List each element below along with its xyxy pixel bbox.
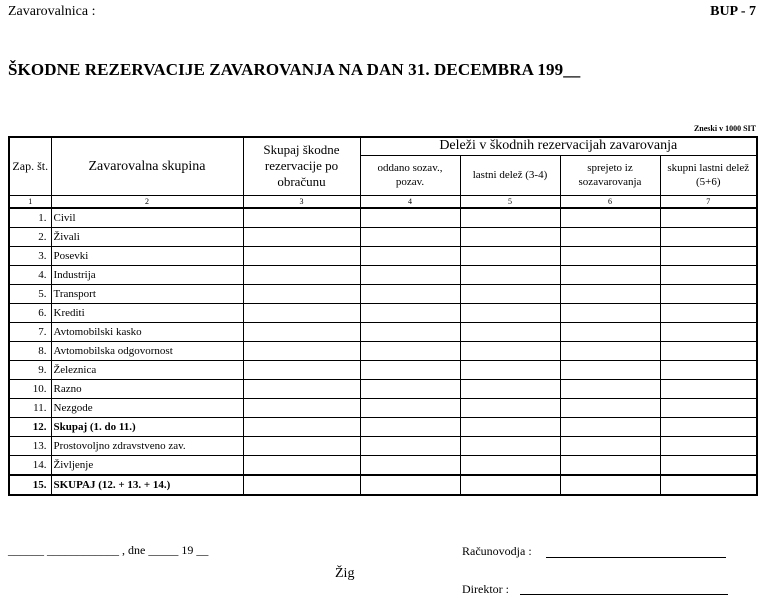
row-number: 6.	[9, 303, 51, 322]
value-cell[interactable]	[360, 227, 460, 246]
row-number: 11.	[9, 398, 51, 417]
value-cell[interactable]	[360, 303, 460, 322]
value-cell[interactable]	[460, 417, 560, 436]
accountant-signature-line	[546, 557, 726, 558]
value-cell[interactable]	[660, 303, 757, 322]
value-cell[interactable]	[560, 284, 660, 303]
col-number: 2	[51, 195, 243, 208]
value-cell[interactable]	[560, 417, 660, 436]
value-cell[interactable]	[243, 322, 360, 341]
row-group-name: Nezgode	[51, 398, 243, 417]
value-cell[interactable]	[360, 379, 460, 398]
value-cell[interactable]	[660, 322, 757, 341]
stamp-label: Žig	[335, 566, 355, 581]
row-number: 13.	[9, 436, 51, 455]
value-cell[interactable]	[460, 246, 560, 265]
value-cell[interactable]	[460, 265, 560, 284]
value-cell[interactable]	[360, 341, 460, 360]
value-cell[interactable]	[460, 341, 560, 360]
table-row	[9, 398, 757, 417]
page-title: ŠKODNE REZERVACIJE ZAVAROVANJA NA DAN 31. DECEMBRA 199__	[8, 60, 581, 79]
row-group-name: Življenje	[51, 455, 243, 475]
table-row	[9, 303, 757, 322]
value-cell[interactable]	[243, 246, 360, 265]
table-row	[9, 341, 757, 360]
table-row	[9, 227, 757, 246]
value-cell[interactable]	[560, 475, 660, 495]
value-cell[interactable]	[243, 475, 360, 495]
table-row	[9, 265, 757, 284]
value-cell[interactable]	[460, 227, 560, 246]
value-cell[interactable]	[560, 322, 660, 341]
accountant-label: Računovodja :	[462, 544, 532, 558]
table-row	[9, 436, 757, 455]
value-cell[interactable]	[360, 360, 460, 379]
row-group-name: Industrija	[51, 265, 243, 284]
value-cell[interactable]	[560, 341, 660, 360]
value-cell[interactable]	[460, 303, 560, 322]
value-cell[interactable]	[660, 360, 757, 379]
value-cell[interactable]	[560, 436, 660, 455]
value-cell[interactable]	[360, 398, 460, 417]
row-group-name: Avtomobilska odgovornost	[51, 341, 243, 360]
value-cell[interactable]	[243, 227, 360, 246]
value-cell[interactable]	[360, 208, 460, 228]
table-row	[9, 208, 757, 228]
row-group-name: Posevki	[51, 246, 243, 265]
table-row	[9, 246, 757, 265]
col-header-group: Zavarovalna skupina	[51, 137, 243, 195]
value-cell[interactable]	[360, 322, 460, 341]
value-cell[interactable]	[660, 417, 757, 436]
value-cell[interactable]	[460, 455, 560, 475]
value-cell[interactable]	[660, 246, 757, 265]
row-group-name: Avtomobilski kasko	[51, 322, 243, 341]
value-cell[interactable]	[360, 265, 460, 284]
row-number: 7.	[9, 322, 51, 341]
row-group-name: Transport	[51, 284, 243, 303]
row-group-name: Živali	[51, 227, 243, 246]
value-cell[interactable]	[360, 475, 460, 495]
value-cell[interactable]	[660, 436, 757, 455]
col-number: 5	[460, 195, 560, 208]
value-cell[interactable]	[460, 208, 560, 228]
value-cell[interactable]	[560, 398, 660, 417]
value-cell[interactable]	[660, 208, 757, 228]
col-number: 7	[660, 195, 757, 208]
table-row	[9, 360, 757, 379]
value-cell[interactable]	[460, 284, 560, 303]
row-group-name: Krediti	[51, 303, 243, 322]
sub-header-accepted: sprejeto iz sozavarovanja	[560, 155, 660, 195]
value-cell[interactable]	[660, 379, 757, 398]
date-line: ______ ____________ , dne _____ 19 __	[8, 543, 209, 557]
value-cell[interactable]	[360, 417, 460, 436]
value-cell[interactable]	[560, 303, 660, 322]
value-cell[interactable]	[243, 208, 360, 228]
row-number: 2.	[9, 227, 51, 246]
value-cell[interactable]	[360, 455, 460, 475]
col-number: 6	[560, 195, 660, 208]
amounts-note: Zneski v 1000 SIT	[693, 124, 756, 133]
value-cell[interactable]	[560, 455, 660, 475]
value-cell[interactable]	[460, 398, 560, 417]
value-cell[interactable]	[560, 360, 660, 379]
value-cell[interactable]	[360, 246, 460, 265]
table-row	[9, 284, 757, 303]
value-cell[interactable]	[660, 284, 757, 303]
value-cell[interactable]	[660, 265, 757, 284]
value-cell[interactable]	[243, 303, 360, 322]
row-number: 14.	[9, 455, 51, 475]
sub-header-ceded: oddano sozav., pozav.	[360, 155, 460, 195]
value-cell[interactable]	[560, 227, 660, 246]
value-cell[interactable]	[243, 341, 360, 360]
value-cell[interactable]	[660, 227, 757, 246]
row-number: 12.	[9, 417, 51, 436]
value-cell[interactable]	[560, 265, 660, 284]
director-signature-line	[520, 594, 728, 595]
row-group-name: SKUPAJ (12. + 13. + 14.)	[51, 475, 243, 495]
value-cell[interactable]	[243, 284, 360, 303]
form-code: BUP - 7	[710, 4, 756, 19]
row-number: 15.	[9, 475, 51, 495]
row-group-name: Železnica	[51, 360, 243, 379]
value-cell[interactable]	[243, 379, 360, 398]
row-group-name: Skupaj (1. do 11.)	[51, 417, 243, 436]
sub-header-total-own: skupni lastni delež (5+6)	[660, 155, 757, 195]
row-number: 4.	[9, 265, 51, 284]
value-cell[interactable]	[243, 436, 360, 455]
row-number: 5.	[9, 284, 51, 303]
col-number: 3	[243, 195, 360, 208]
value-cell[interactable]	[243, 265, 360, 284]
value-cell[interactable]	[560, 246, 660, 265]
row-group-name: Razno	[51, 379, 243, 398]
table-row	[9, 475, 757, 495]
value-cell[interactable]	[460, 360, 560, 379]
col-header-zap: Zap. št.	[9, 137, 51, 195]
sub-header-own: lastni delež (3-4)	[460, 155, 560, 195]
value-cell[interactable]	[460, 436, 560, 455]
value-cell[interactable]	[460, 379, 560, 398]
column-number-row	[9, 195, 757, 208]
value-cell[interactable]	[660, 455, 757, 475]
value-cell[interactable]	[243, 417, 360, 436]
col-number: 1	[9, 195, 51, 208]
row-group-name: Prostovoljno zdravstveno zav.	[51, 436, 243, 455]
value-cell[interactable]	[460, 322, 560, 341]
value-cell[interactable]	[560, 208, 660, 228]
col-number: 4	[360, 195, 460, 208]
reserves-table	[8, 136, 758, 496]
value-cell[interactable]	[660, 341, 757, 360]
value-cell[interactable]	[243, 455, 360, 475]
value-cell[interactable]	[560, 379, 660, 398]
value-cell[interactable]	[360, 436, 460, 455]
col-header-total: Skupaj škodne rezervacije po obračunu	[243, 137, 360, 195]
director-label: Direktor :	[462, 582, 509, 596]
insurer-label: Zavarovalnica :	[8, 4, 96, 19]
value-cell[interactable]	[243, 398, 360, 417]
row-number: 3.	[9, 246, 51, 265]
row-group-name: Civil	[51, 208, 243, 228]
col-header-shares: Deleži v škodnih rezervacijah zavarovanja	[360, 137, 757, 155]
row-number: 9.	[9, 360, 51, 379]
table-row	[9, 455, 757, 475]
row-number: 1.	[9, 208, 51, 228]
table-row	[9, 379, 757, 398]
value-cell[interactable]	[243, 360, 360, 379]
value-cell[interactable]	[460, 475, 560, 495]
value-cell[interactable]	[660, 475, 757, 495]
table-row	[9, 417, 757, 436]
row-number: 10.	[9, 379, 51, 398]
value-cell[interactable]	[360, 284, 460, 303]
table-row	[9, 322, 757, 341]
row-number: 8.	[9, 341, 51, 360]
value-cell[interactable]	[660, 398, 757, 417]
